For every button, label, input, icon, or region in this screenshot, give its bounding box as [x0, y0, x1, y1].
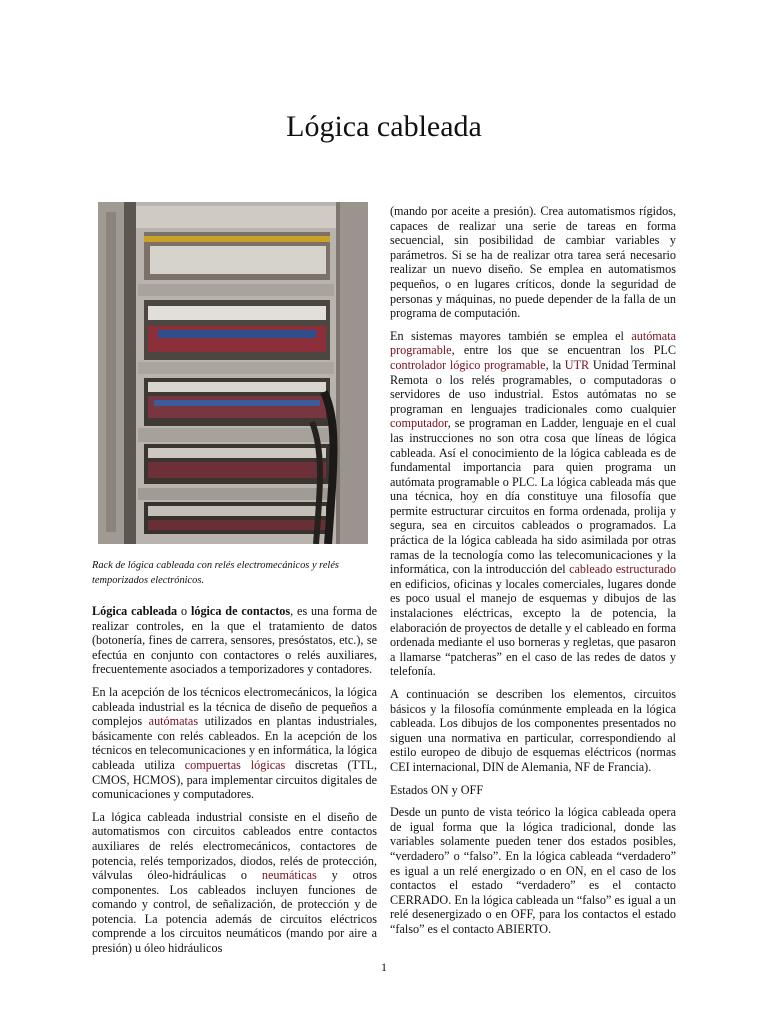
text: En la acepción de los técnicos electromecánicos, la lógica cableada industrial es la técnica de diseño de pequeños a complejos	[92, 684, 377, 729]
paragraph	[92, 810, 377, 956]
text: utilizados en plantas industriales, básicamente con relés cableados. En la acepción de los técnicos en telecomunicaciones y en informática, la lógica cableada utiliza	[92, 714, 377, 772]
paragraph	[92, 685, 377, 802]
link-automatas[interactable]: autómatas	[148, 714, 199, 729]
relay-rack-photo	[98, 202, 368, 544]
figure-caption: Rack de lógica cableada con relés electromecánicos y relés temporizados electrónicos.	[92, 560, 339, 586]
paragraph: Desde un punto de vista teórico la lógica cableada opera de igual forma que la lógica tradicional, donde las variables solamente pueden tener dos estados posibles, “verdadero” o “falso”. En la lógica cableada “verdadero” es igual a un relé energizado o en ON, en el caso de los contactos el estado “verdadero” es el contacto CERRADO. En la lógica cableada un “falso” es igual a un relé desenergizado o en OFF, para los contactos el estado “falso” es el contacto ABIERTO.	[390, 805, 676, 936]
section-heading: Estados ON y OFF	[390, 782, 484, 797]
link-computador[interactable]: computador	[390, 416, 448, 431]
text: y otros componentes. Los cableados incluyen funciones de comando y control, de señalización, de protección y de potencia. La potencia además de circuitos eléctricos comprende a los circuitos neumáticos (mando por aire a presión) u óleo hidráulicos	[92, 868, 377, 956]
term: lógica de contactos	[190, 604, 291, 618]
relay-row-3	[144, 378, 330, 426]
relay-row-2	[144, 300, 330, 360]
link-automata-programable[interactable]: autómata programable	[390, 328, 676, 358]
text: La lógica cableada industrial consiste en el diseño de automatismos con circuitos cableados entre contactos auxiliares de relés electromecánicos, contactores de potencia, relés temporizados, diodos, relés de protección, válvulas óleo-hidráulicas o	[92, 809, 377, 883]
text: o	[177, 604, 191, 618]
page-title: Lógica cableada	[286, 110, 482, 143]
relay-row-4	[144, 444, 330, 484]
paragraph	[390, 329, 676, 679]
text: discretas (TTL, CMOS, HCMOS), para implementar circuitos digitales de comunicaciones y computadores.	[92, 757, 377, 802]
text: , entre los que se encuentran los PLC	[451, 343, 676, 358]
link-neumaticas[interactable]: neumáticas	[261, 868, 317, 883]
page-number: 1	[381, 960, 387, 974]
text: En sistemas mayores también se emplea el	[390, 328, 632, 343]
relay-row-5	[144, 502, 330, 534]
right-column	[390, 204, 676, 945]
text: en edificios, oficinas y locales comerciales, lugares donde es poco usual el manejo de esquemas y dibujos de las instalaciones eléctricas, excepto la de potencia, la elaboración de proyectos de detalle y el cableado en forma ordenada mediante el uso borneras y regletas, que pasaron a llamarse “patcheras” en el caso de las redes de datos y telefonía.	[390, 576, 676, 679]
link-controlador-logico-programable[interactable]: controlador lógico programable	[390, 357, 546, 372]
text: , se programan en Ladder, lenguaje en el cual las instrucciones no son otra cosa que líneas de lógica cableada. Así el conocimiento de la lógica cableada es de fundamental importancia para quien programa un autómata programable o PLC. La lógica cableada más que una técnica, hoy en día constituye una filosofía que permite estructurar circuitos en forma ordenada, prolija y segura, sea en circuitos cableados o programados. La práctica de la lógica cableada ha sido asimilada por otras ramas de la tecnología como las telecomunicaciones y la informática, con la introducción del	[390, 416, 676, 577]
left-column	[92, 604, 377, 964]
text: , es una forma de realizar controles, en la que el tratamiento de datos (botonería, fines de carrera, sensores, presóstatos, etc.), se efectúa en conjunto con contactores o relés auxiliares, frecuentemente asociados a temporizadores y contadores.	[92, 604, 378, 677]
relay-row-1	[144, 232, 330, 280]
link-compuertas-logicas[interactable]: compuertas lógicas	[184, 757, 286, 772]
link-utr[interactable]: UTR	[564, 357, 590, 372]
text: , la	[545, 357, 565, 372]
text: Unidad Terminal Remota o los relés programables, o computadoras o servidores de uso industrial. Estos autómatas no se programan en lenguajes tradicionales como cualquier	[390, 357, 676, 416]
paragraph: A continuación se describen los elementos, circuitos básicos y la filosofía comúnmente empleada en la lógica cableada. Los dibujos de los componentes presentados no siguen una normativa en particular, correspondiendo al estilo europeo de dibujo de esquemas eléctricos (normas CEI internacional, DIN de Alemania, NF de Francia).	[390, 687, 676, 774]
link-cableado-estructurado[interactable]: cableado estructurado	[569, 562, 676, 577]
term: Lógica cableada	[92, 604, 178, 618]
paragraph: (mando por aceite a presión). Crea automatismos rígidos, capaces de realizar una serie de tareas en forma secuencial, sin posibilidad de cambiar variables y parámetros. Si se ha de realizar otra tarea será necesario realizar un nuevo diseño. Se emplea en automatismos pequeños, o en lugares críticos, donde la seguridad de personas y máquinas, no puede depender de la falla de un programa de computación.	[390, 204, 676, 321]
paragraph	[92, 604, 377, 677]
